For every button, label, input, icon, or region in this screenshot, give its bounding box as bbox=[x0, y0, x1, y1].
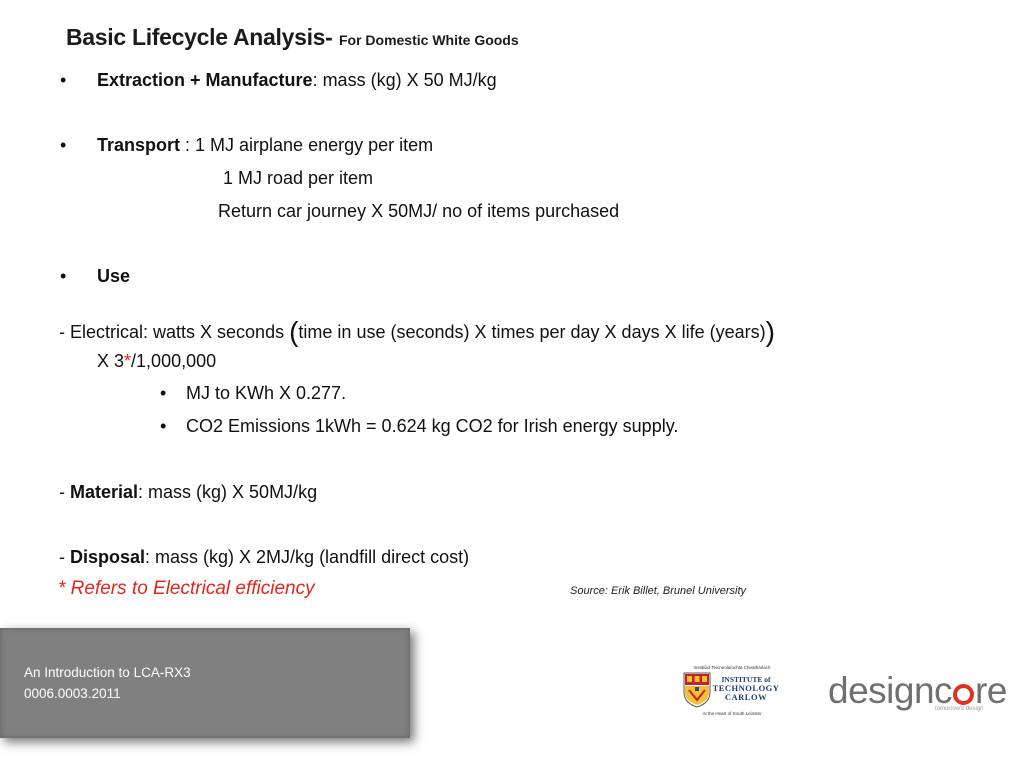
electrical-multiplier bbox=[97, 350, 216, 372]
bullet-extraction: • bbox=[60, 70, 67, 90]
use-label: Use bbox=[97, 266, 131, 286]
material-dash: - bbox=[59, 482, 70, 502]
material-label: Material bbox=[70, 482, 139, 502]
bullet-sub-1: • bbox=[160, 383, 167, 403]
electrical-sub-1: MJ to KWh X 0.277. bbox=[186, 383, 347, 403]
disposal-line bbox=[59, 546, 469, 568]
extraction-line bbox=[97, 69, 497, 91]
use-line bbox=[97, 265, 130, 287]
electrical-sub-2: CO2 Emissions 1kWh = 0.624 kg CO2 for Irish energy supply. bbox=[186, 416, 679, 436]
transport-text-1: : 1 MJ airplane energy per item bbox=[180, 135, 434, 155]
bullet-use: • bbox=[60, 266, 67, 286]
extraction-text: : mass (kg) X 50 MJ/kg bbox=[312, 70, 497, 90]
x3-suffix: /1,000,000 bbox=[131, 351, 217, 371]
carlow-tagline: At the Heart of South Leinster bbox=[702, 711, 762, 716]
disposal-label: Disposal bbox=[70, 547, 146, 567]
bullet-transport: • bbox=[60, 135, 67, 155]
electrical-inner: time in use (seconds) X times per day X days X life (years) bbox=[298, 322, 766, 342]
footer-panel bbox=[0, 628, 410, 738]
designcore-text-b: re bbox=[975, 670, 1007, 711]
footer-course-title: An Introduction to LCA-RX3 bbox=[24, 665, 191, 680]
designcore-text-a: designc bbox=[828, 670, 953, 711]
title-subtitle: For Domestic White Goods bbox=[338, 32, 519, 48]
transport-text-3: Return car journey X 50MJ/ no of items purchased bbox=[218, 201, 620, 221]
carlow-crest-icon bbox=[683, 672, 711, 708]
carlow-name-line-2: TECHNOLOGY bbox=[712, 683, 780, 693]
electrical-open-paren: ( bbox=[289, 316, 299, 347]
footer-text bbox=[24, 662, 191, 704]
footer-course-code: 0006.0003.2011 bbox=[24, 686, 121, 701]
x3-prefix: X 3 bbox=[97, 351, 125, 371]
transport-text-2: 1 MJ road per item bbox=[223, 168, 374, 188]
carlow-name bbox=[711, 675, 781, 702]
bullet-sub-2: • bbox=[160, 416, 167, 436]
extraction-label: Extraction + Manufacture bbox=[97, 70, 313, 90]
designcore-tagline: tomorrow's design bbox=[935, 706, 984, 712]
footnote-electrical-efficiency: * Refers to Electrical efficiency bbox=[58, 578, 315, 599]
carlow-irish-name: Institiúid Teicneolaíochta Cheatharlach bbox=[693, 665, 771, 670]
asterisk: * bbox=[124, 351, 132, 371]
title-main: Basic Lifecycle Analysis- bbox=[66, 24, 333, 50]
designcore-ring-icon bbox=[953, 684, 974, 705]
material-text: : mass (kg) X 50MJ/kg bbox=[138, 482, 318, 502]
transport-label: Transport bbox=[97, 135, 181, 155]
electrical-line bbox=[59, 316, 775, 347]
carlow-name-line-3: CARLOW bbox=[724, 692, 768, 702]
source-citation: Source: Erik Billet, Brunel University bbox=[570, 585, 747, 597]
disposal-dash: - bbox=[59, 547, 70, 567]
disposal-text: : mass (kg) X 2MJ/kg (landfill direct cost) bbox=[145, 547, 470, 567]
it-carlow-logo bbox=[680, 665, 784, 719]
material-line bbox=[59, 481, 317, 503]
slide-title bbox=[66, 24, 519, 51]
transport-line bbox=[97, 134, 433, 156]
electrical-close-paren: ) bbox=[765, 316, 775, 347]
carlow-name-line-1: INSTITUTE of bbox=[721, 675, 771, 684]
electrical-prefix: - Electrical: watts X seconds bbox=[59, 322, 290, 342]
